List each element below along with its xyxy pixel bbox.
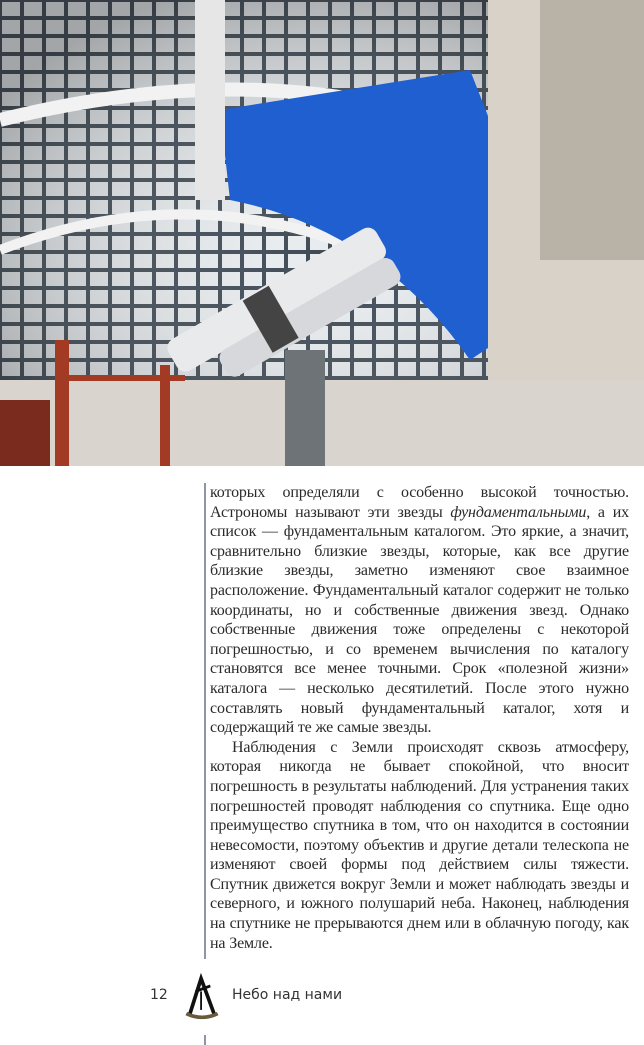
- observatory-photo: [0, 0, 644, 466]
- emphasized-term: фундаментальными: [450, 503, 587, 521]
- page-footer: [0, 973, 644, 1021]
- page-number: 12: [150, 987, 168, 1004]
- running-head: Небо над нами: [232, 987, 343, 1004]
- paragraph-1: [210, 483, 629, 738]
- paragraph-1-start: которых определяли с особенно высокой точностью. Астрономы называют эти звезды: [210, 484, 629, 521]
- paragraph-1-rest: , а их список — фундаментальным каталогом. Это яркие, а значит, сравнительно близкие звезды, которые, как все другие близкие звезды, заметно изменяют свое взаимное расположение. Фундаментальный каталог содержит не только координаты, но и собственные движения звезд. Однако собственные движения тоже определены с некоторой погрешностью, и со временем вычисления по каталогу становятся все менее точными. Срок «полезной жизни» каталога — несколько десятилетий. После этого нужно составлять новый фундаментальный каталог, хотя и содержащий те же самые звезды.: [210, 503, 629, 737]
- margin-tick: [204, 1035, 206, 1045]
- sextant-icon: [181, 973, 223, 1021]
- text-flow: [0, 483, 644, 1045]
- paragraph-2: Наблюдения с Земли происходят сквозь атмосферу, которая никогда не бывает спокойной, что вносит погрешность в результаты наблюдений. Для устранения таких погрешностей проводят наблюдения со спутника. Еще одно преимущество спутника в том, что он находится в состоянии невесомости, поэтому объектив и другие детали телескопа не изменяют своей формы под действием силы тяжести. Спутник движется вокруг Земли и может наблюдать звезды и северного, и южного полушарий неба. Наконец, наблюдения на спутнике не прерываются днем или в облачную погоду, как на Земле.: [210, 738, 629, 952]
- body-text: [210, 483, 629, 953]
- text-column: [204, 483, 629, 959]
